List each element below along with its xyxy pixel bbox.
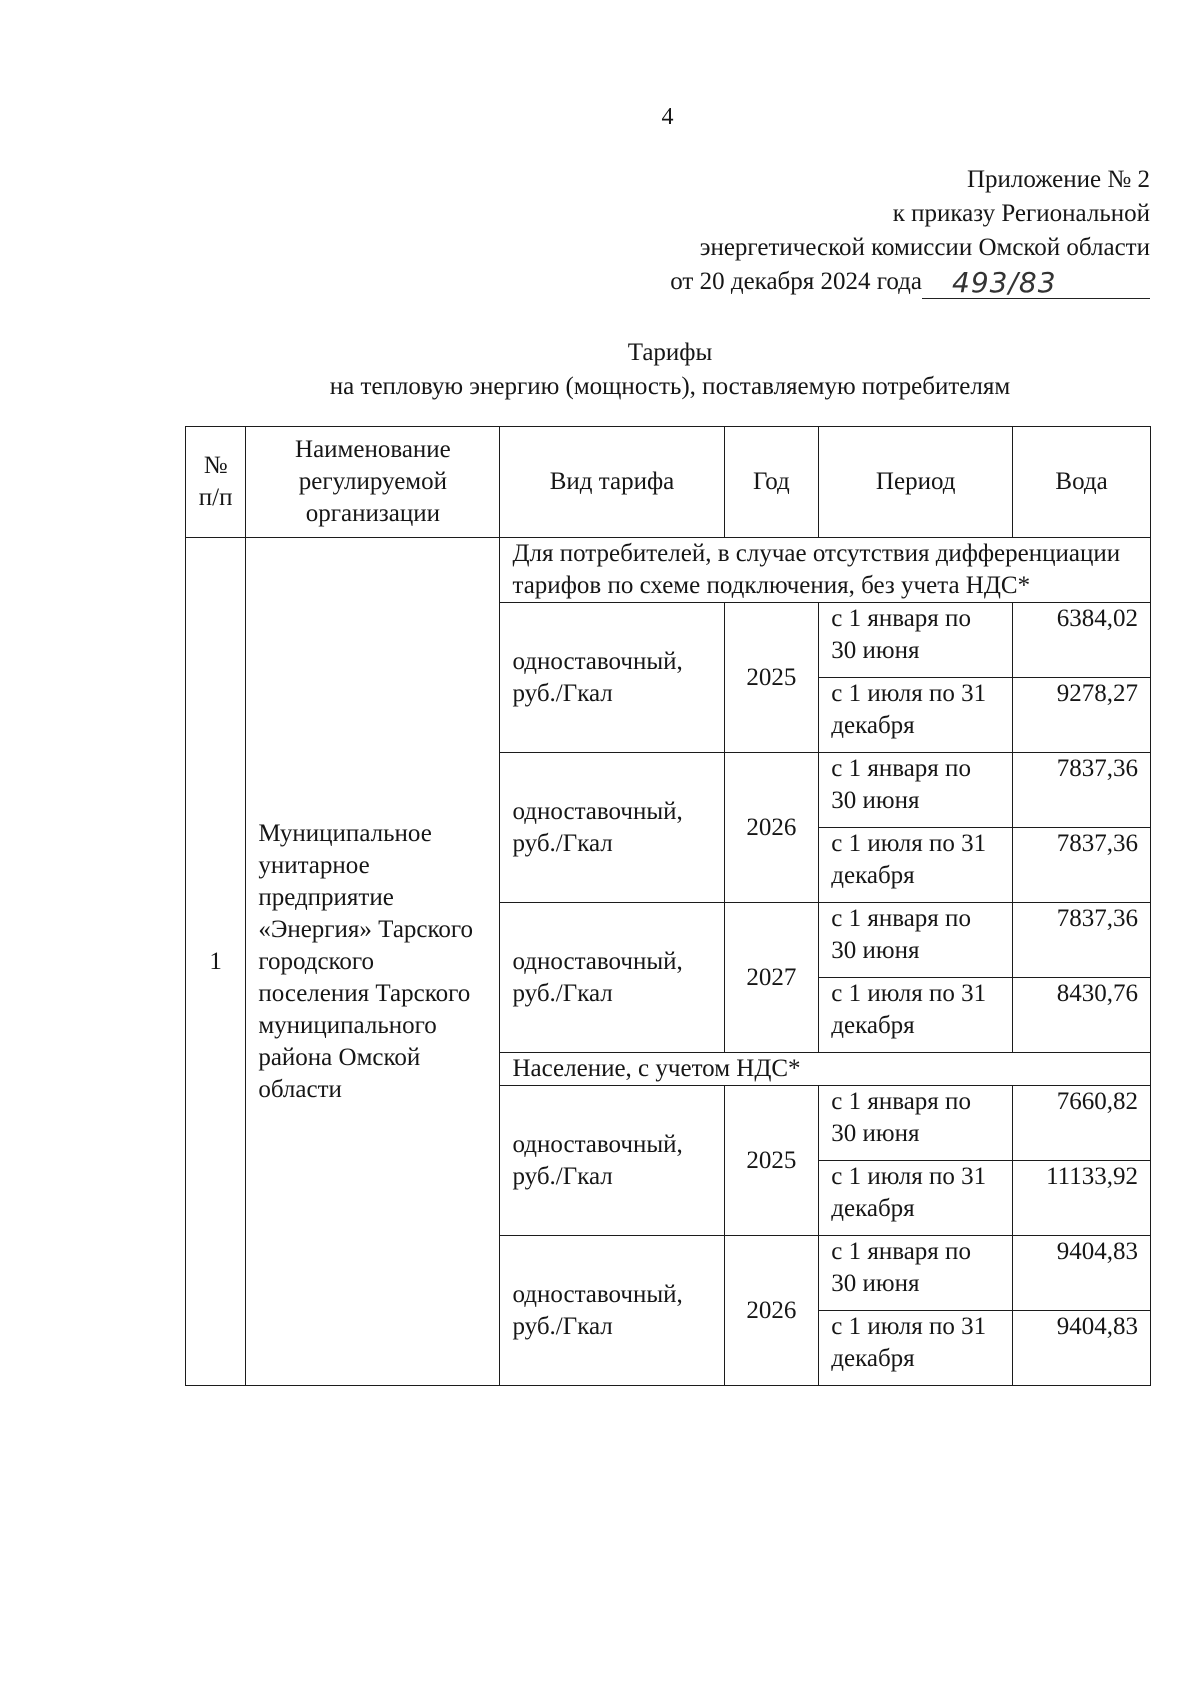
tariff-value: 7837,36: [1013, 903, 1151, 978]
tariff-period: с 1 июля по 31 декабря: [819, 828, 1013, 903]
tariff-kind: одноставочный, руб./Гкал: [500, 603, 724, 753]
tariff-year: 2025: [724, 603, 819, 753]
tariff-year: 2025: [724, 1086, 819, 1236]
table-row: [186, 538, 1151, 603]
header-idx: № п/п: [186, 427, 246, 538]
order-number-line: [922, 266, 1150, 299]
tariff-table: [185, 426, 1151, 1386]
page-number: 4: [661, 104, 674, 130]
tariff-kind: одноставочный, руб./Гкал: [500, 903, 724, 1053]
group-label: Для потребителей, в случае отсутствия дифференциации тарифов по схеме подключения, без учета НДС*: [500, 538, 1151, 603]
tariff-period: с 1 января по 30 июня: [819, 1086, 1013, 1161]
tariff-kind: одноставочный, руб./Гкал: [500, 1236, 724, 1386]
organization-name: Муниципальное унитарное предприятие «Энергия» Тарского городского поселения Тарского муниципального района Омской области: [246, 538, 500, 1386]
header-org: Наименование регулируемой организации: [246, 427, 500, 538]
tariff-value: 7837,36: [1013, 828, 1151, 903]
tariff-kind: одноставочный, руб./Гкал: [500, 753, 724, 903]
tariff-year: 2027: [724, 903, 819, 1053]
tariff-value: 6384,02: [1013, 603, 1151, 678]
tariff-period: с 1 июля по 31 декабря: [819, 1161, 1013, 1236]
tariff-kind: одноставочный, руб./Гкал: [500, 1086, 724, 1236]
tariff-period: с 1 января по 30 июня: [819, 1236, 1013, 1311]
header-year: Год: [724, 427, 819, 538]
order-date: от 20 декабря 2024 года: [670, 268, 922, 295]
title-line-2: на тепловую энергию (мощность), поставляемую потребителям: [329, 373, 1011, 400]
document-title: [210, 336, 1130, 404]
header-period: Период: [819, 427, 1013, 538]
header-value: Вода: [1013, 427, 1151, 538]
tariff-period: с 1 января по 30 июня: [819, 603, 1013, 678]
tariff-value: 8430,76: [1013, 978, 1151, 1053]
appendix-line-3: энергетической комиссии Омской области: [699, 234, 1150, 261]
row-index: 1: [186, 538, 246, 1386]
tariff-period: с 1 июля по 31 декабря: [819, 678, 1013, 753]
appendix-line-1: Приложение № 2: [966, 166, 1150, 193]
tariff-year: 2026: [724, 1236, 819, 1386]
appendix-line-2: к приказу Региональной: [892, 200, 1150, 227]
order-number-handwritten: 493/83: [952, 266, 1057, 299]
tariff-period: с 1 января по 30 июня: [819, 753, 1013, 828]
tariff-value: 9404,83: [1013, 1311, 1151, 1386]
table-header-row: [186, 427, 1151, 538]
appendix-header: [670, 163, 1150, 299]
header-kind: Вид тарифа: [500, 427, 724, 538]
tariff-value: 7660,82: [1013, 1086, 1151, 1161]
tariff-period: с 1 января по 30 июня: [819, 903, 1013, 978]
tariff-value: 9404,83: [1013, 1236, 1151, 1311]
tariff-value: 7837,36: [1013, 753, 1151, 828]
group-label: Население, с учетом НДС*: [500, 1053, 1151, 1086]
tariff-period: с 1 июля по 31 декабря: [819, 1311, 1013, 1386]
tariff-period: с 1 июля по 31 декабря: [819, 978, 1013, 1053]
tariff-value: 11133,92: [1013, 1161, 1151, 1236]
tariff-value: 9278,27: [1013, 678, 1151, 753]
title-line-1: Тарифы: [627, 339, 713, 366]
appendix-line-4: [670, 265, 1150, 299]
tariff-year: 2026: [724, 753, 819, 903]
